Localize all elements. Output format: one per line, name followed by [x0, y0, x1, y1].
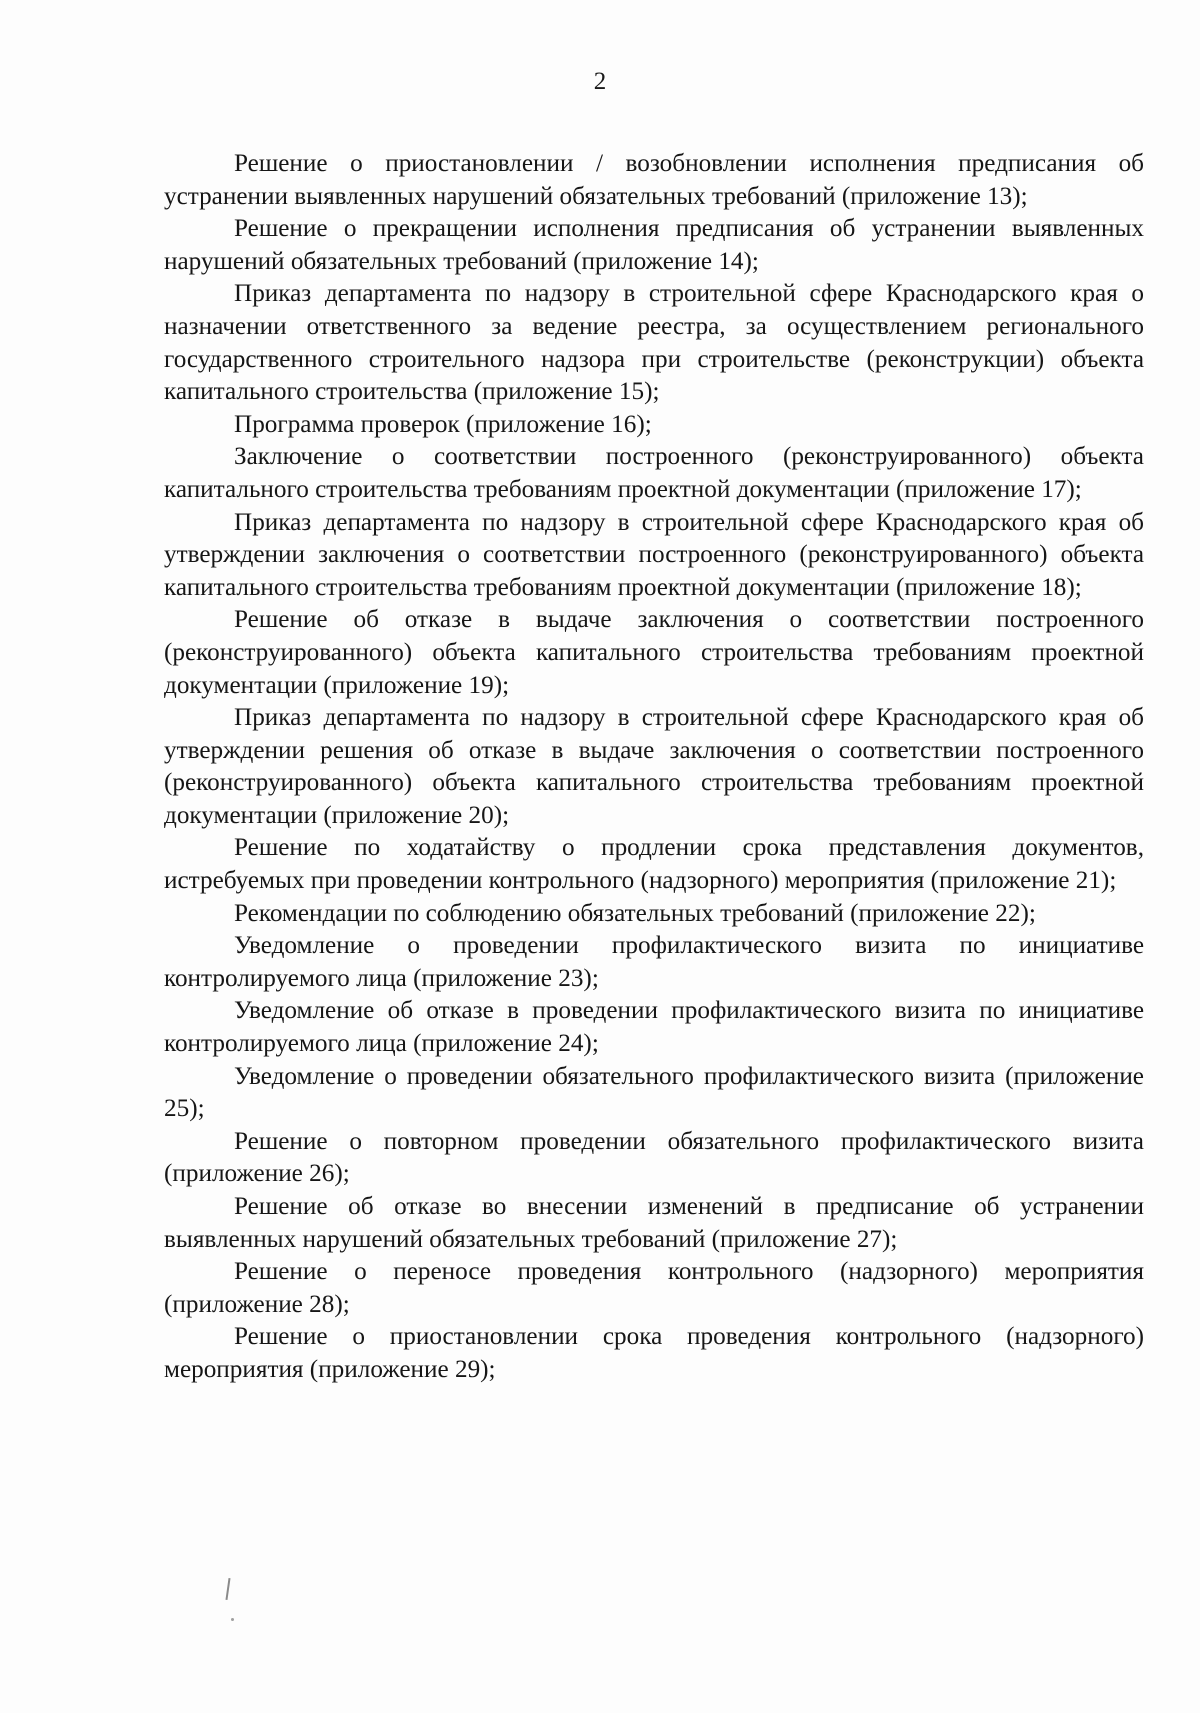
scan-artifact	[231, 1618, 234, 1621]
paragraph: Решение о приостановлении срока проведения контрольного (надзорного) мероприятия (приложение 29);	[164, 1323, 1144, 1383]
paragraph: Решение о повторном проведении обязательного профилактического визита (приложение 26);	[164, 1127, 1144, 1188]
document-body	[164, 148, 1144, 1387]
paragraph: Решение о прекращении исполнения предписания об устранении выявленных нарушений обязательных требований (приложение 14);	[164, 215, 1144, 275]
paragraph: Решение об отказе в выдаче заключения о соответствии построенного (реконструированного) объекта капитального строительства требованиям проектной документации (приложение 19);	[164, 606, 1144, 699]
paragraph: Решение о переносе проведения контрольного (надзорного) мероприятия (приложение 28);	[164, 1258, 1144, 1318]
paragraph: Программа проверок (приложение 16);	[234, 410, 652, 438]
scan-artifact	[225, 1578, 230, 1600]
paragraph: Уведомление о проведении профилактического визита по инициативе контролируемого лица (приложение 23);	[164, 932, 1144, 992]
page-number: 2	[593, 68, 607, 95]
paragraph: Приказ департамента по надзору в строительной сфере Краснодарского края об утверждении заключения о соответствии построенного (реконструированного) объекта капитального строительства требованиям проектной документации (приложение 18);	[164, 508, 1144, 601]
paragraph: Приказ департамента по надзору в строительной сфере Краснодарского края об утверждении решения об отказе в выдаче заключения о соответствии построенного (реконструированного) объекта капитального строительства требованиям проектной документации (приложение 20);	[164, 704, 1144, 829]
paragraph: Решение о приостановлении / возобновлении исполнения предписания об устранении выявленных нарушений обязательных требований (приложение 13);	[164, 150, 1144, 210]
paragraph: Решение по ходатайству о продлении срока представления документов, истребуемых при проведении контрольного (надзорного) мероприятия (приложение 21);	[164, 834, 1144, 895]
paragraph: Решение об отказе во внесении изменений в предписание об устранении выявленных нарушений обязательных требований (приложение 27);	[164, 1193, 1144, 1253]
paragraph: Заключение о соответствии построенного (реконструированного) объекта капитального строительства требованиям проектной документации (приложение 17);	[164, 443, 1144, 503]
paragraph: Рекомендации по соблюдению обязательных требований (приложение 22);	[234, 899, 1036, 927]
paragraph: Уведомление о проведении обязательного профилактического визита (приложение 25);	[164, 1062, 1144, 1123]
paragraph: Приказ департамента по надзору в строительной сфере Краснодарского края о назначении ответственного за ведение реестра, за осуществлением регионального государственного строительного надзора при строительстве (реконструкции) объекта капитального строительства (приложение 15);	[164, 280, 1144, 406]
paragraph: Уведомление об отказе в проведении профилактического визита по инициативе контролируемого лица (приложение 24);	[164, 997, 1144, 1058]
